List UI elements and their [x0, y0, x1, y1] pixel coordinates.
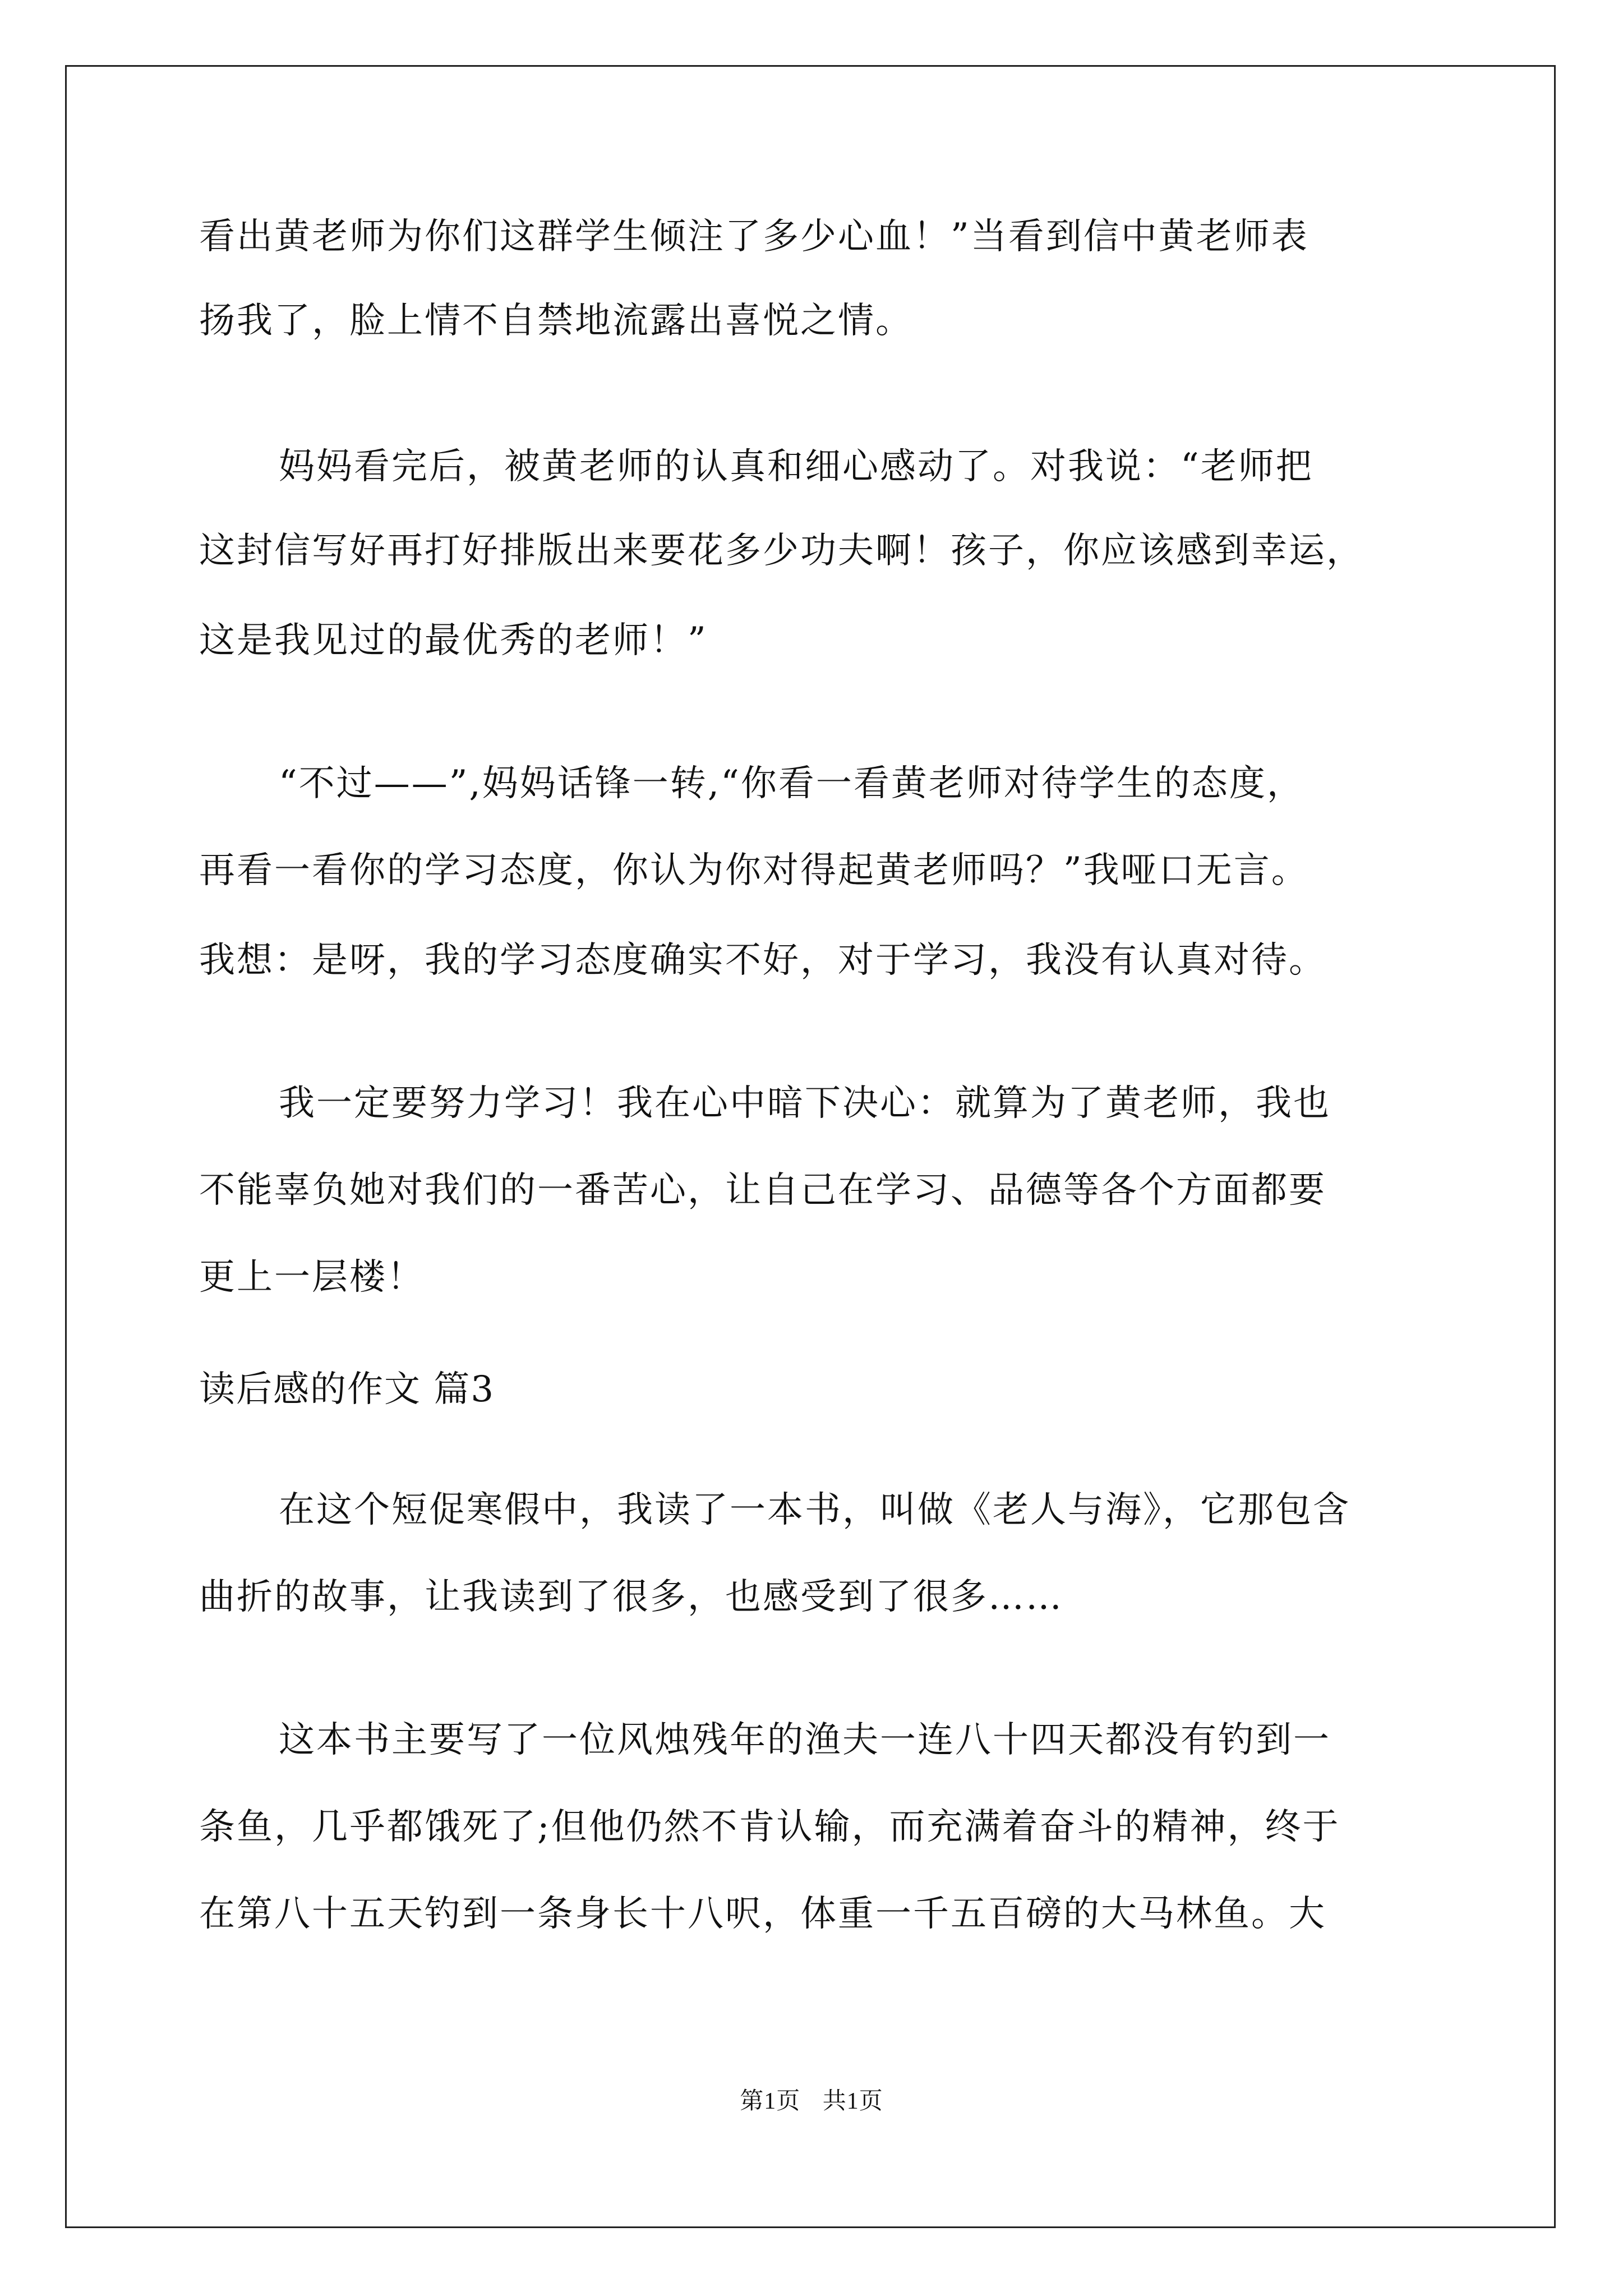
text-line: 看出黄老师为你们这群学生倾注了多少心血！”当看到信中黄老师表 [199, 216, 1309, 257]
page-total: 共1页 [822, 2088, 883, 2114]
text-line: 扬我了，脸上情不自禁地流露出喜悦之情。 [199, 300, 913, 342]
paragraph-start-line: 妈妈看完后，被黄老师的认真和细心感动了。对我说：“老师把 [279, 446, 1313, 487]
text-line: 更上一层楼！ [199, 1257, 425, 1298]
text-line: 这封信写好再打好排版出来要花多少功夫啊！孩子，你应该感到幸运， [199, 530, 1364, 572]
text-line: 这是我见过的最优秀的老师！” [199, 620, 708, 661]
text-line: 曲折的故事，让我读到了很多，也感受到了很多…… [199, 1576, 1063, 1618]
text-line: 在第八十五天钓到一条身长十八呎，体重一千五百磅的大马林鱼。大 [199, 1893, 1326, 1935]
paragraph-start-line: 在这个短促寒假中，我读了一本书，叫做《老人与海》，它那包含 [279, 1489, 1350, 1531]
paragraph-start-line: 这本书主要写了一位风烛残年的渔夫一连八十四天都没有钓到一 [279, 1719, 1331, 1761]
page-footer [0, 2082, 1623, 2116]
paragraph-start-line: “不过——”,妈妈话锋一转,“你看一看黄老师对待学生的态度， [279, 763, 1304, 804]
text-line: 条鱼，几乎都饿死了;但他仍然不肯认输，而充满着奋斗的精神，终于 [199, 1806, 1340, 1848]
paragraph-start-line: 我一定要努力学习！我在心中暗下决心：就算为了黄老师，我也 [279, 1083, 1331, 1124]
text-line: 不能辜负她对我们的一番苦心，让自己在学习、品德等各个方面都要 [199, 1170, 1326, 1211]
section-heading: 读后感的作文 篇3 [199, 1369, 495, 1410]
text-line: 我想：是呀，我的学习态度确实不好，对于学习，我没有认真对待。 [199, 940, 1326, 981]
text-line: 再看一看你的学习态度，你认为你对得起黄老师吗？”我哑口无言。 [199, 850, 1309, 891]
page-number: 第1页 [740, 2088, 801, 2114]
